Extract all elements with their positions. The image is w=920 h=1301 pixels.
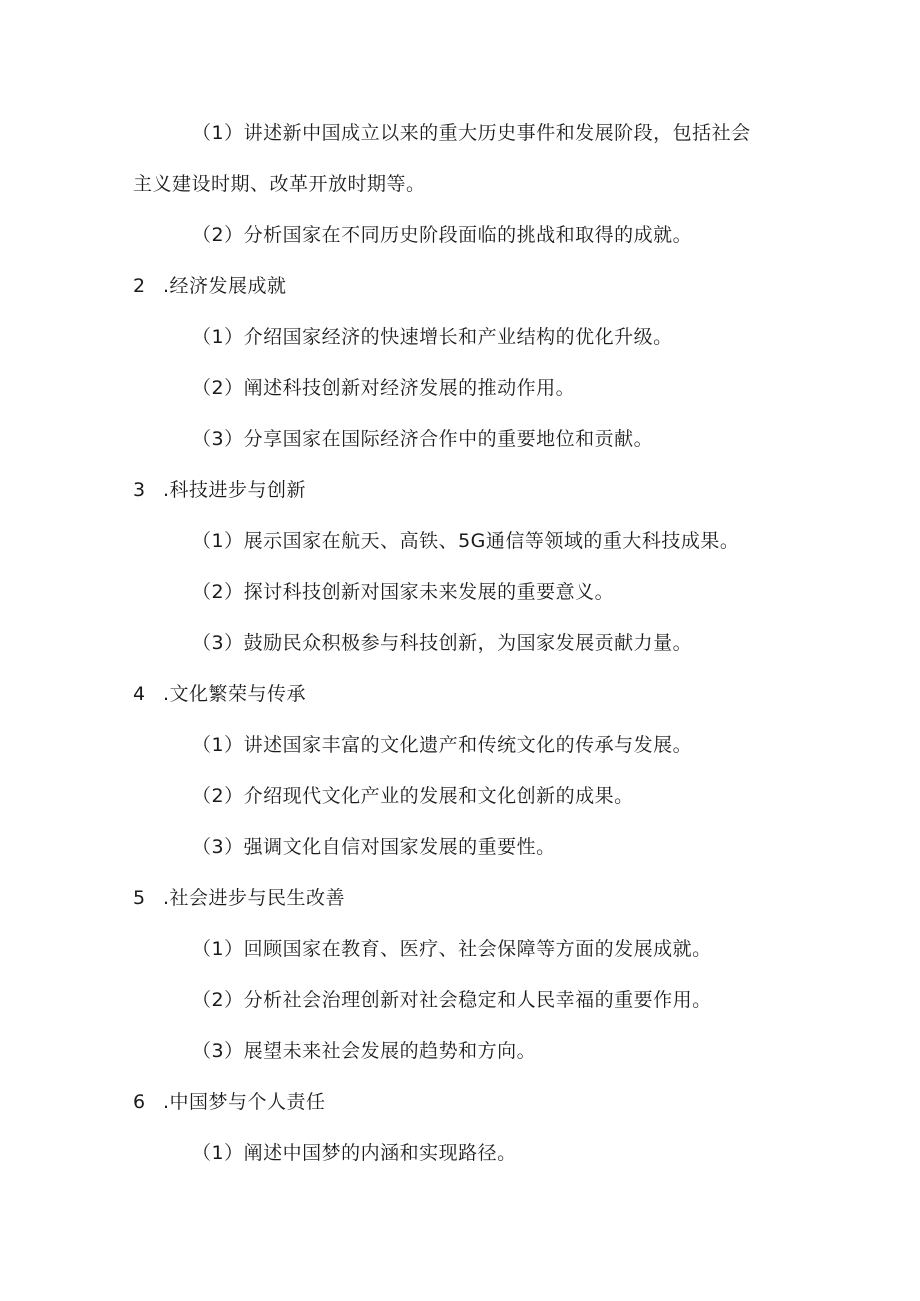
paragraph-item: （2）阐述科技创新对经济发展的推动作用。 bbox=[192, 377, 576, 399]
section-number: 5 bbox=[133, 887, 146, 909]
paragraph-item: （1）讲述新中国成立以来的重大历史事件和发展阶段，包括社会 bbox=[192, 122, 751, 144]
section-heading bbox=[133, 681, 306, 707]
paragraph-item: （2）分析社会治理创新对社会稳定和人民幸福的重要作用。 bbox=[192, 989, 712, 1011]
section-number: 2 bbox=[133, 275, 146, 297]
paragraph-item-continuation: 主义建设时期、改革开放时期等。 bbox=[133, 173, 426, 195]
section-title: .科技进步与创新 bbox=[163, 479, 307, 501]
section-heading bbox=[133, 273, 287, 299]
paragraph-item: （2）探讨科技创新对国家未来发展的重要意义。 bbox=[192, 581, 615, 603]
paragraph-item: （2）介绍现代文化产业的发展和文化创新的成果。 bbox=[192, 785, 634, 807]
section-title: .社会进步与民生改善 bbox=[163, 887, 346, 909]
section-heading bbox=[133, 885, 345, 911]
paragraph-item: （1）回顾国家在教育、医疗、社会保障等方面的发展成就。 bbox=[192, 938, 712, 960]
paragraph-item: （3）鼓励民众积极参与科技创新，为国家发展贡献力量。 bbox=[192, 632, 693, 654]
section-title: .经济发展成就 bbox=[163, 275, 287, 297]
paragraph-item: （1）展示国家在航天、高铁、5G通信等领域的重大科技成果。 bbox=[192, 530, 740, 552]
section-number: 3 bbox=[133, 479, 146, 501]
section-title: .中国梦与个人责任 bbox=[163, 1091, 326, 1113]
section-title: .文化繁荣与传承 bbox=[163, 683, 307, 705]
section-heading bbox=[133, 477, 306, 503]
paragraph-item: （3）展望未来社会发展的趋势和方向。 bbox=[192, 1040, 537, 1062]
paragraph-item: （1）讲述国家丰富的文化遗产和传统文化的传承与发展。 bbox=[192, 734, 693, 756]
paragraph-item: （2）分析国家在不同历史阶段面临的挑战和取得的成就。 bbox=[192, 224, 693, 246]
paragraph-item: （1）介绍国家经济的快速增长和产业结构的优化升级。 bbox=[192, 326, 673, 348]
section-number: 4 bbox=[133, 683, 146, 705]
paragraph-item: （3）强调文化自信对国家发展的重要性。 bbox=[192, 836, 556, 858]
section-number: 6 bbox=[133, 1091, 146, 1113]
paragraph-item: （1）阐述中国梦的内涵和实现路径。 bbox=[192, 1142, 517, 1164]
section-heading bbox=[133, 1089, 326, 1115]
paragraph-item: （3）分享国家在国际经济合作中的重要地位和贡献。 bbox=[192, 428, 654, 450]
